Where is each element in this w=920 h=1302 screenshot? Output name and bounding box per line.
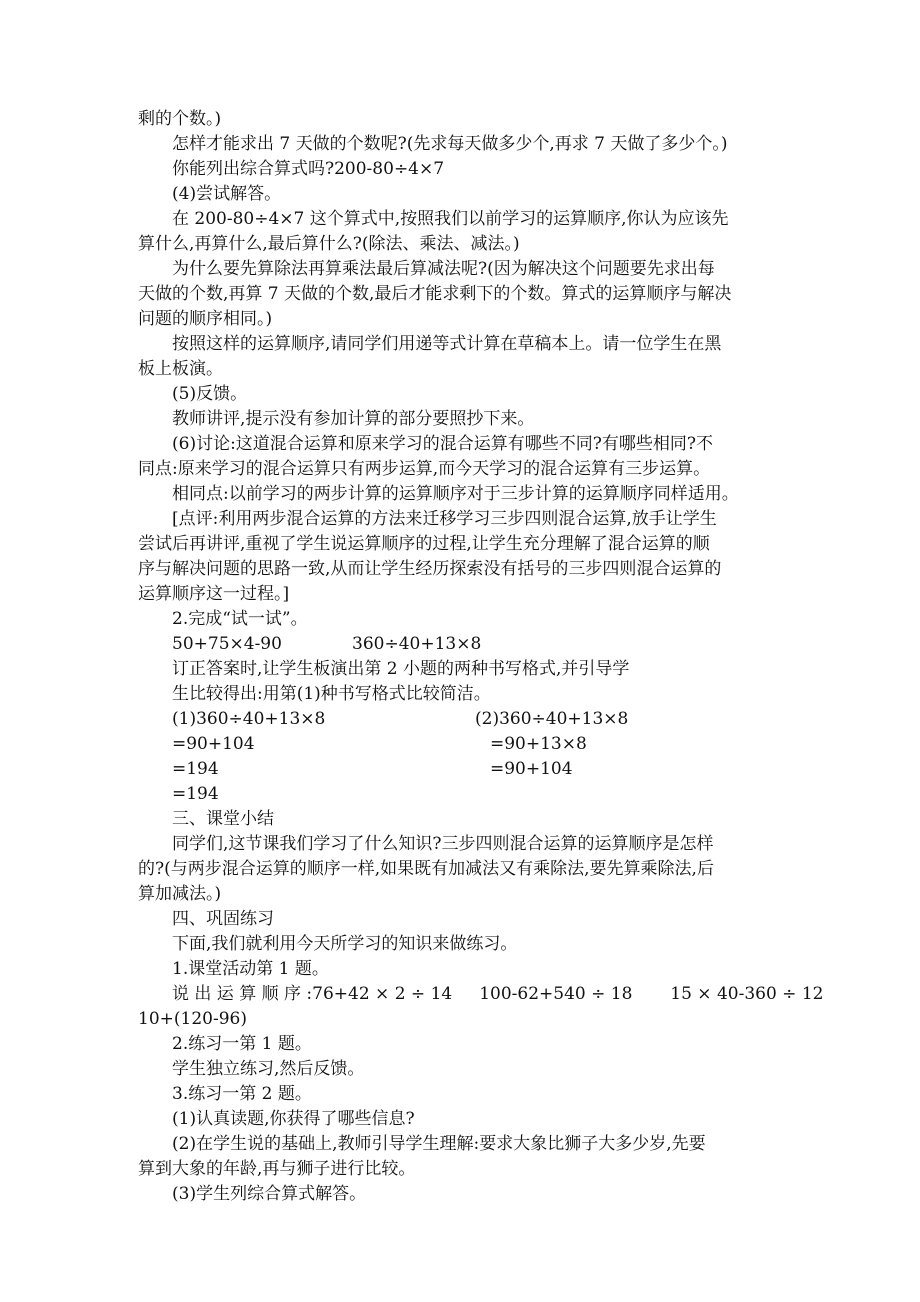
expression-a: 50+75×4-90 (172, 634, 282, 654)
calc-left: =194 (172, 784, 219, 804)
text-line: 2.练习一第 1 题。 (172, 1034, 312, 1054)
text-line: 的?(与两步混合运算的顺序一样,如果既有加减法又有乘除法,要先算乘除法,后 (138, 859, 714, 879)
calc-right: =90+13×8 (490, 734, 587, 754)
document-page (138, 107, 824, 1207)
text-line: 怎样才能求出 7 天做的个数呢?(先求每天做多少个,再求 7 天做了多少个。) (172, 134, 728, 154)
text-line: 下面,我们就利用今天所学习的知识来做练习。 (172, 934, 518, 954)
text-line: 算什么,再算什么,最后算什么?(除法、乘法、减法。) (138, 234, 520, 254)
text-line: (6)讨论:这道混合运算和原来学习的混合运算有哪些不同?有哪些相同?不 (172, 434, 714, 454)
text-line: 教师讲评,提示没有参加计算的部分要照抄下来。 (172, 409, 535, 429)
text-line: 1.课堂活动第 1 题。 (172, 959, 329, 979)
text-line: 学生独立练习,然后反馈。 (172, 1059, 365, 1079)
section-heading: 三、课堂小结 (172, 809, 274, 829)
section-heading: 四、巩固练习 (172, 909, 274, 929)
text-line: 天做的个数,再算 7 天做的个数,最后才能求剩下的个数。算式的运算顺序与解决 (138, 284, 732, 304)
text-line: (3)学生列综合算式解答。 (172, 1184, 367, 1204)
text-line: (4)尝试解答。 (172, 184, 282, 204)
text-line: 同学们,这节课我们学习了什么知识?三步四则混合运算的运算顺序是怎样 (172, 834, 714, 854)
text-line: 10+(120-96) (138, 1009, 247, 1029)
text-line: 为什么要先算除法再算乘法最后算减法呢?(因为解决这个问题要先求出每 (172, 259, 715, 279)
text-line: (5)反馈。 (172, 384, 248, 404)
text-line: 相同点:以前学习的两步计算的运算顺序对于三步计算的运算顺序同样适用。 (172, 484, 739, 504)
text-line: 问题的顺序相同。) (138, 309, 273, 329)
calc-right: =90+104 (490, 759, 573, 779)
calc-right: (2)360÷40+13×8 (475, 709, 629, 729)
calc-row (138, 757, 793, 782)
text-line: 算到大象的年龄,再与狮子进行比较。 (138, 1159, 416, 1179)
calc-row (138, 782, 793, 807)
text-line: 同点:原来学习的混合运算只有两步运算,而今天学习的混合运算有三步运算。 (138, 459, 711, 479)
text-line: 运算顺序这一过程。] (138, 584, 290, 604)
expression-b: 360÷40+13×8 (352, 634, 482, 654)
calc-row (138, 732, 793, 757)
text-line: 板上板演。 (138, 359, 223, 379)
text-line: (1)认真读题,你获得了哪些信息? (172, 1109, 415, 1129)
calc-row (138, 707, 793, 732)
text-line: 生比较得出:用第(1)种书写格式比较简洁。 (172, 684, 491, 704)
calc-left: =194 (172, 759, 219, 779)
text-line: [点评:利用两步混合运算的方法来迁移学习三步四则混合运算,放手让学生 (172, 509, 717, 529)
try-expressions-row (138, 632, 793, 657)
text-line: 尝试后再讲评,重视了学生说运算顺序的过程,让学生充分理解了混合运算的顺 (138, 534, 710, 554)
text-line: 在 200-80÷4×7 这个算式中,按照我们以前学习的运算顺序,你认为应该先 (172, 209, 729, 229)
text-line: 3.练习一第 2 题。 (172, 1084, 312, 1104)
text-line: 2.完成“试一试”。 (172, 609, 308, 629)
text-line: 算加减法。) (138, 884, 222, 904)
text-line: 说 出 运 算 顺 序 :76+42 × 2 ÷ 14 100-62+540 ÷ 18 15 × 40-360 ÷ 12 (172, 984, 824, 1004)
calc-left: (1)360÷40+13×8 (172, 709, 326, 729)
text-line: 按照这样的运算顺序,请同学们用递等式计算在草稿本上。请一位学生在黑 (172, 334, 722, 354)
text-line: 序与解决问题的思路一致,从而让学生经历探索没有括号的三步四则混合运算的 (138, 559, 722, 579)
calc-left: =90+104 (172, 734, 255, 754)
text-line: (2)在学生说的基础上,教师引导学生理解:要求大象比狮子大多少岁,先要 (172, 1134, 706, 1154)
text-line: 剩的个数。) (138, 109, 222, 129)
text-line: 你能列出综合算式吗?200-80÷4×7 (172, 159, 445, 179)
text-line: 订正答案时,让学生板演出第 2 小题的两种书写格式,并引导学 (172, 659, 630, 679)
